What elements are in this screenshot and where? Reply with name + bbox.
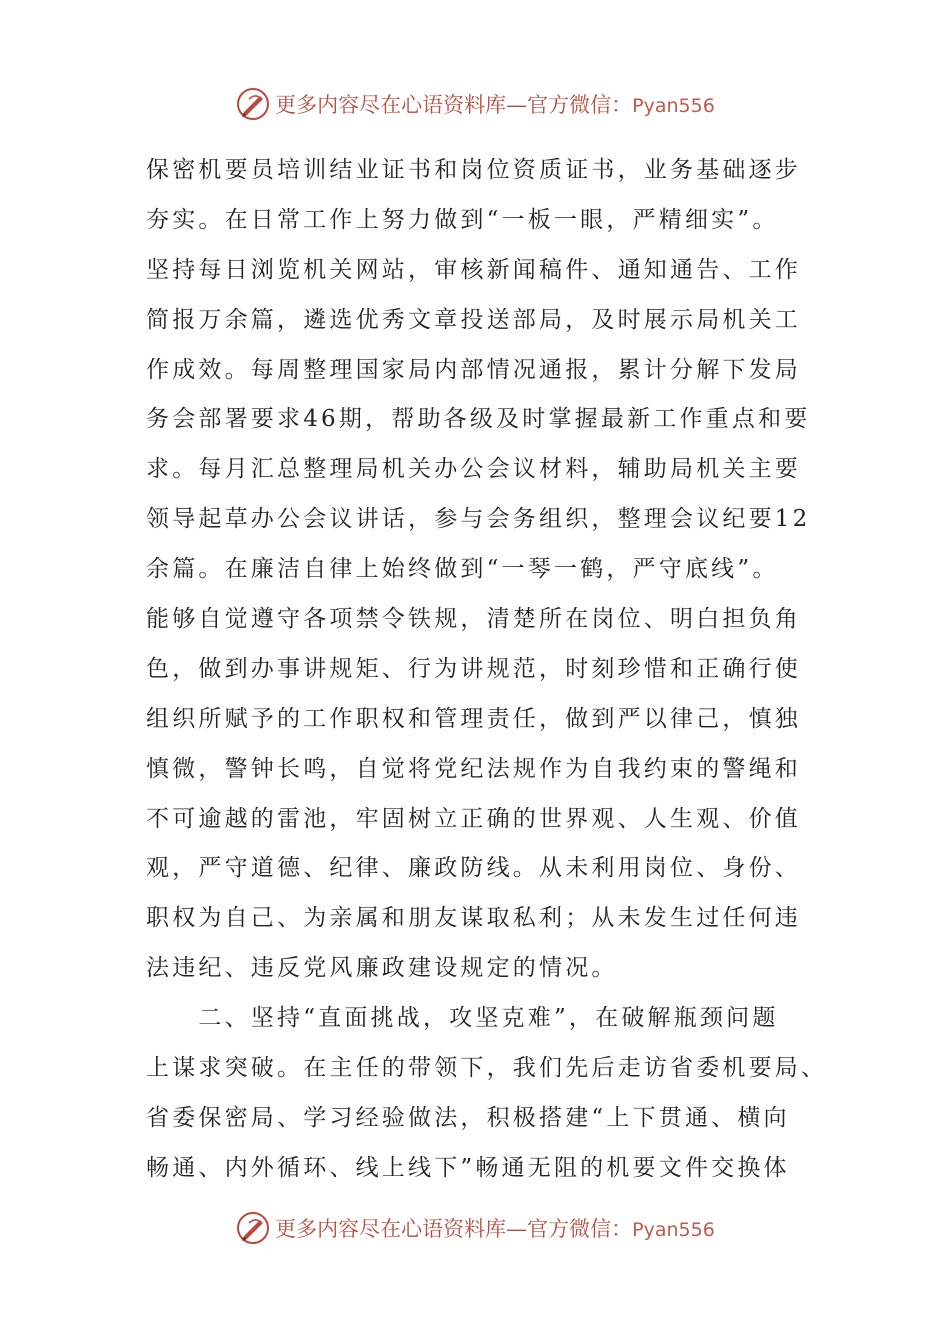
body-text-line: 法违纪、违反党风廉政建设规定的情况。: [146, 955, 618, 982]
body-text-line: 夯实。在日常工作上努力做到“一板一眼，严精细实”。: [146, 206, 779, 233]
body-text-line: 观，严守道德、纪律、廉政防线。从未利用岗位、身份、: [146, 855, 801, 882]
header-watermark: [0, 84, 950, 124]
watermark-text: 更多内容尽在心语资料库—官方微信：Pyan556: [275, 93, 715, 117]
wechat-id: Pyan556: [632, 1219, 715, 1241]
body-text-line: 色，做到办事讲规矩、行为讲规范，时刻珍惜和正确行使: [146, 655, 801, 682]
document-body: [146, 146, 828, 1194]
body-text-line: 职权为自己、为亲属和朋友谋取私利；从未发生过任何违: [146, 905, 801, 932]
pen-logo-icon: [235, 1210, 271, 1246]
body-text-line: 省委保密局、学习经验做法，积极搭建“上下贯通、横向: [146, 1104, 790, 1131]
body-text-line: 务会部署要求46期，帮助各级及时掌握最新工作重点和要: [146, 406, 811, 433]
body-text-line: 慎微，警钟长鸣，自觉将党纪法规作为自我约束的警绳和: [146, 755, 801, 782]
wechat-id: Pyan556: [632, 95, 715, 117]
body-text-line: 求。每月汇总整理局机关办公会议材料，辅助局机关主要: [146, 456, 801, 483]
body-text-line: 保密机要员培训结业证书和岗位资质证书，业务基础逐步: [146, 157, 801, 183]
body-text-line: 余篇。在廉洁自律上始终做到“一琴一鹤，严守底线”。: [146, 556, 779, 583]
body-text-line: 能够自觉遵守各项禁令铁规，清楚所在岗位、明白担负角: [146, 606, 801, 633]
body-text-line: 二、坚持“直面挑战，攻坚克难”，在破解瓶颈问题: [146, 1005, 779, 1032]
body-text-line: 上谋求突破。在主任的带领下，我们先后走访省委机要局、: [146, 1055, 828, 1082]
pen-logo-icon: [235, 86, 271, 122]
body-text-line: 畅通、内外循环、线上线下”畅通无阻的机要文件交换体: [146, 1154, 790, 1181]
body-text-line: 领导起草办公会议讲话，参与会务组织，整理会议纪要12: [146, 506, 811, 533]
body-text-line: 组织所赋予的工作职权和管理责任，做到严以律己，慎独: [146, 705, 801, 732]
footer-watermark: [0, 1208, 950, 1248]
body-text-line: 坚持每日浏览机关网站，审核新闻稿件、通知通告、工作: [146, 256, 801, 283]
body-text-line: 简报万余篇，遴选优秀文章投送部局，及时展示局机关工: [146, 306, 801, 333]
body-text-line: 不可逾越的雷池，牢固树立正确的世界观、人生观、价值: [146, 805, 801, 832]
watermark-text: 更多内容尽在心语资料库—官方微信：Pyan556: [275, 1217, 715, 1241]
body-text-line: 作成效。每周整理国家局内部情况通报，累计分解下发局: [146, 356, 801, 383]
